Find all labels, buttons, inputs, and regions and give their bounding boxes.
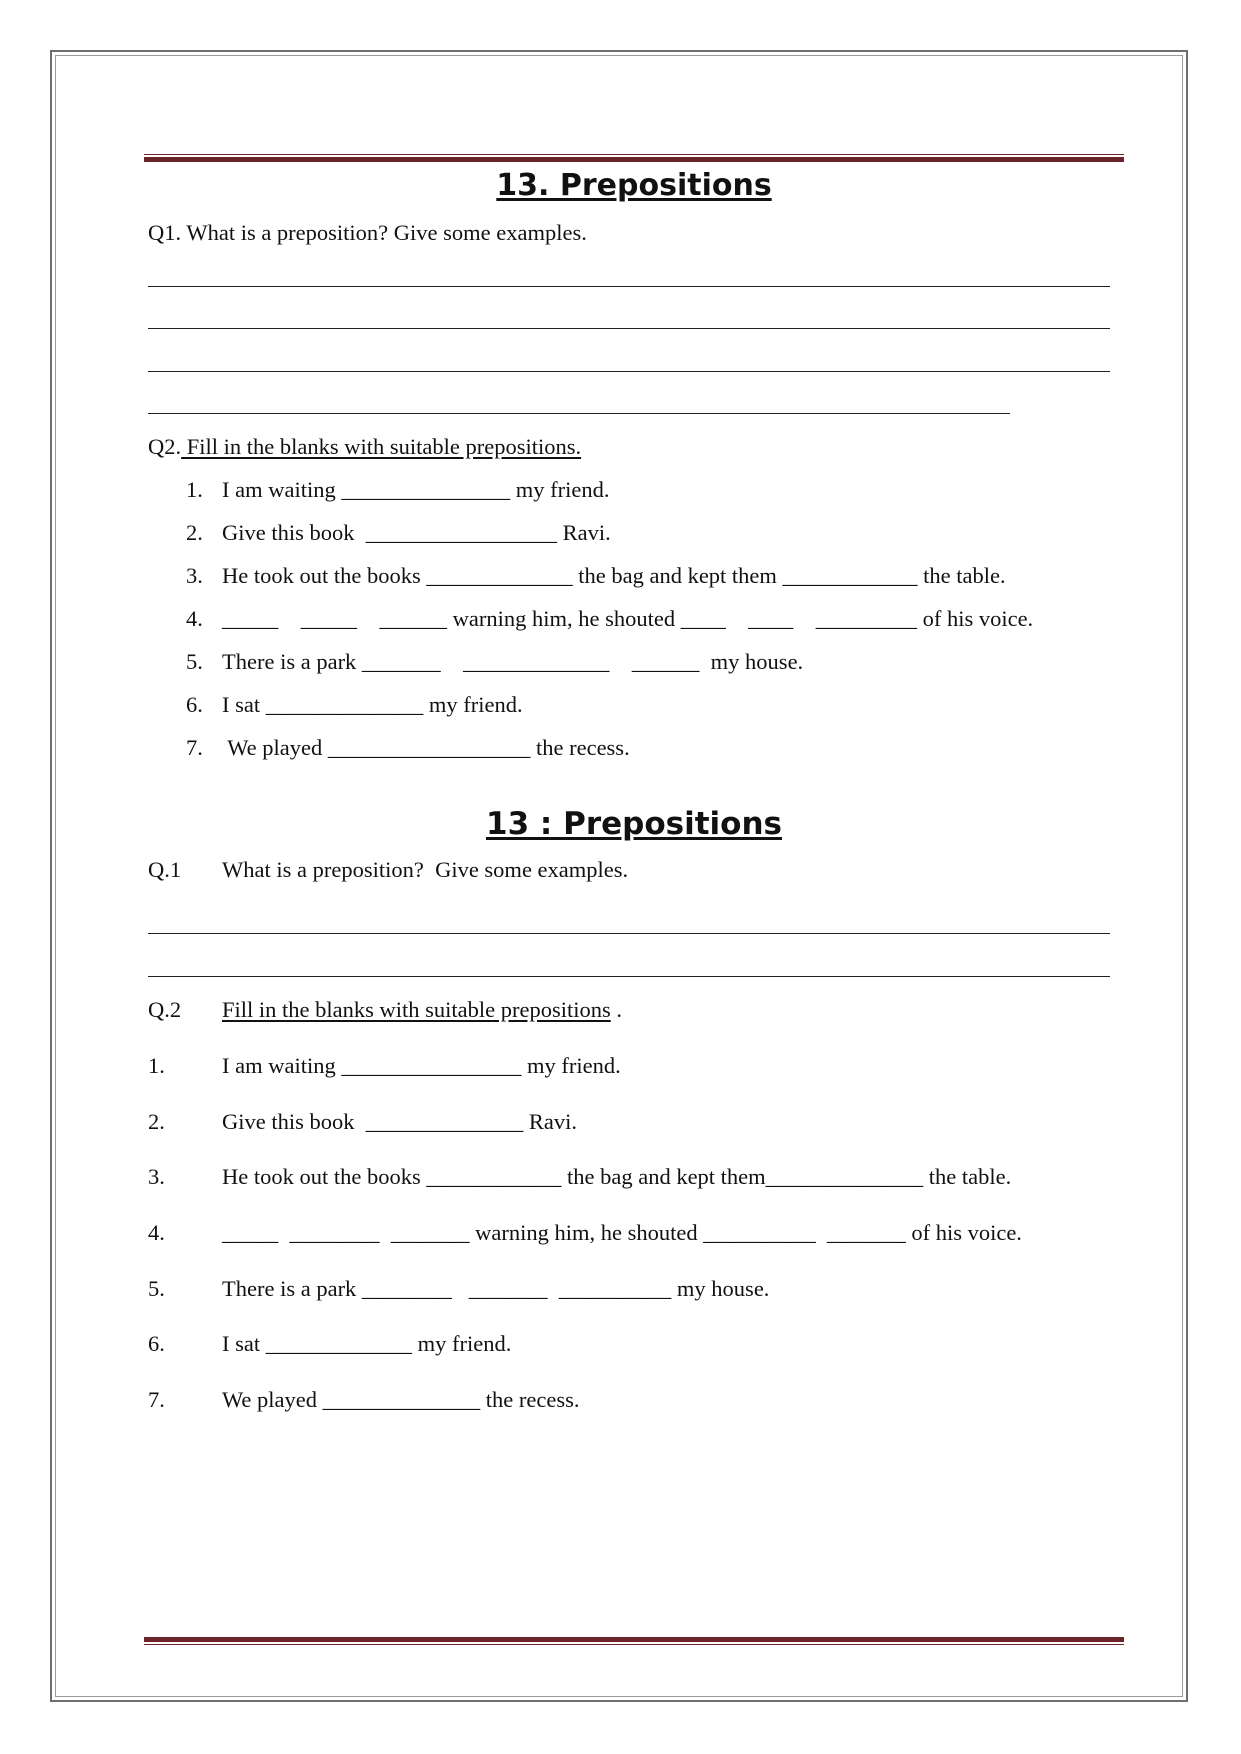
- list-item: [186, 479, 203, 502]
- list-item-text: There is a park ________ _______ __________ my house.: [222, 1276, 770, 1301]
- list-item-text: Give this book ______________ Ravi.: [222, 1109, 577, 1134]
- list-item-text: _____ _____ ______ warning him, he shouted ____ ____ _________ of his voice.: [222, 606, 1034, 631]
- list-item-text: I am waiting _______________ my friend.: [222, 477, 610, 502]
- answer-line: [148, 371, 1110, 372]
- list-item-text: He took out the books _____________ the bag and kept them ____________ the table.: [222, 563, 1006, 588]
- item-number: 6.: [186, 692, 203, 717]
- list-item: [186, 522, 203, 545]
- answer-line: [148, 328, 1110, 329]
- item-number: 3.: [186, 563, 203, 588]
- item-number: 1.: [148, 1053, 165, 1078]
- section2-title: 13 : Prepositions: [486, 806, 782, 842]
- section2-q2-text: Fill in the blanks with suitable prepositions: [222, 997, 611, 1022]
- list-item: [186, 651, 203, 674]
- section2-q2-suffix: .: [610, 997, 622, 1022]
- item-number: 3.: [148, 1164, 165, 1189]
- section1-q1: Q1. What is a preposition? Give some examples.: [148, 220, 587, 245]
- item-number: 5.: [186, 649, 203, 674]
- list-item-text: Give this book _________________ Ravi.: [222, 520, 611, 545]
- list-item: [186, 565, 203, 588]
- section1-q2-prefix: Q2.: [148, 434, 182, 459]
- item-number: 4.: [148, 1220, 165, 1245]
- answer-line: [148, 976, 1110, 977]
- list-item-text: I am waiting ________________ my friend.: [222, 1053, 621, 1078]
- section2-q2: [222, 999, 622, 1022]
- section1-title: 13. Prepositions: [496, 168, 772, 203]
- list-item-text: _____ ________ _______ warning him, he shouted __________ _______ of his voice.: [222, 1220, 1022, 1245]
- list-item-text: He took out the books ____________ the bag and kept them______________ the table.: [222, 1164, 1012, 1189]
- list-item-text: I sat ______________ my friend.: [222, 692, 523, 717]
- item-number: 7.: [186, 735, 203, 760]
- section1-q2: [148, 436, 581, 459]
- item-number: 2.: [186, 520, 203, 545]
- answer-line: [148, 413, 1010, 414]
- item-number: 2.: [148, 1109, 165, 1134]
- list-item: [186, 608, 203, 631]
- list-item-text: There is a park _______ _____________ ______ my house.: [222, 649, 804, 674]
- list-item-text: We played __________________ the recess.: [222, 735, 630, 760]
- list-item-text: We played ______________ the recess.: [222, 1387, 580, 1412]
- header-rule: [144, 154, 1124, 162]
- list-item: [186, 737, 203, 760]
- section2-q2-label: Q.2: [148, 997, 182, 1022]
- section1-q2-text: Fill in the blanks with suitable prepositions.: [181, 434, 582, 459]
- item-number: 4.: [186, 606, 203, 631]
- section2-q1-text: What is a preposition? Give some examples.: [222, 857, 629, 882]
- answer-line: [148, 286, 1110, 287]
- item-number: 6.: [148, 1331, 165, 1356]
- section2-q1-label: Q.1: [148, 857, 182, 882]
- list-item: [186, 694, 203, 717]
- item-number: 1.: [186, 477, 203, 502]
- item-number: 7.: [148, 1387, 165, 1412]
- item-number: 5.: [148, 1276, 165, 1301]
- footer-rule: [144, 1637, 1124, 1645]
- list-item-text: I sat _____________ my friend.: [222, 1331, 512, 1356]
- answer-line: [148, 933, 1110, 934]
